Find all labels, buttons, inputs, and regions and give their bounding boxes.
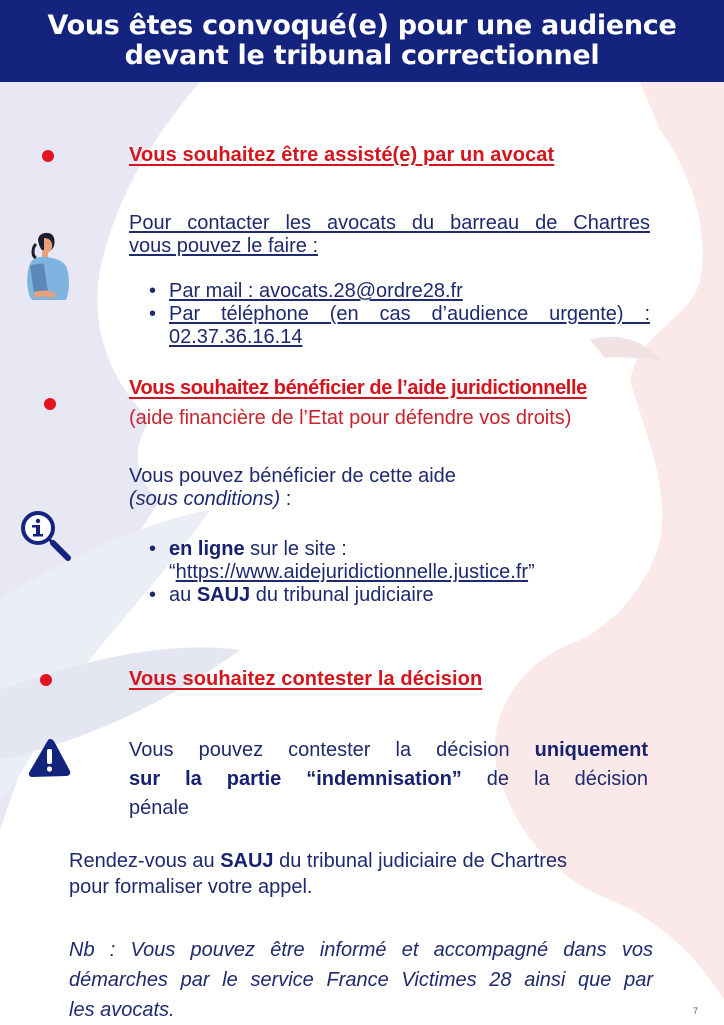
aide-online-text: sur le site :	[244, 538, 347, 560]
nb-line1: Nb : Vous pouvez être informé et accompagné dans vos	[69, 939, 653, 961]
contact-phone-number[interactable]: 02.37.36.16.14	[169, 326, 303, 348]
aide-online-item	[147, 538, 667, 584]
contact-list	[147, 280, 650, 349]
aide-url-link[interactable]: https://www.aidejuridictionnelle.justice.fr	[175, 561, 529, 583]
section-title-aide: Vous souhaitez bénéficier de l’aide juridictionnelle	[129, 377, 587, 399]
section-title-contester: Vous souhaitez contester la décision	[129, 668, 483, 690]
quote-open: “	[169, 561, 176, 583]
rdv-pre: Rendez-vous au	[69, 850, 221, 872]
aide-sauj-item	[147, 584, 667, 607]
quote-close: ”	[528, 561, 535, 583]
section3-line2-bold: sur la partie “indemnisation”	[129, 768, 462, 790]
page-title-line-2: devant le tribunal correctionnel	[124, 40, 600, 71]
section-title-avocat: Vous souhaitez être assisté(e) par un avocat	[129, 144, 555, 166]
section3-line3: pénale	[129, 797, 190, 819]
nb-line2: démarches par le service France Victimes 28 ainsi que par	[69, 969, 653, 991]
contact-phone-label: • Par téléphone (en cas d’audience urgente) :	[169, 303, 650, 325]
page-title-line-1: Vous êtes convoqué(e) pour une audience	[47, 10, 677, 41]
aide-sauj-pre: au	[169, 584, 197, 606]
section2-intro-colon: :	[280, 488, 292, 510]
nb-line3: les avocats.	[69, 999, 175, 1021]
section3-line1-bold: uniquement	[534, 739, 648, 761]
section2-intro-conditions: (sous conditions)	[129, 488, 281, 510]
bullet-dot	[40, 674, 52, 686]
nb-paragraph	[69, 935, 653, 1025]
contact-phone-item	[147, 303, 650, 349]
rdv-bold: SAUJ	[220, 850, 274, 872]
info-magnifier-icon	[18, 510, 74, 564]
section1-intro-line1: Pour contacter les avocats du barreau de Chartres	[129, 212, 650, 234]
page-header	[0, 0, 724, 82]
bullet-dot	[44, 398, 56, 410]
section3-paragraph	[129, 736, 648, 823]
aide-sauj-bold: SAUJ	[196, 584, 251, 606]
section1-intro-line2: vous pouvez le faire :	[129, 235, 318, 257]
page-number: 7	[692, 1006, 698, 1016]
section2-intro-line1: Vous pouvez bénéficier de cette aide	[129, 465, 456, 487]
section3-line2-text: de la décision	[461, 768, 648, 790]
aide-sauj-rest: du tribunal judiciaire	[250, 584, 434, 606]
warning-icon	[28, 737, 72, 779]
section2-subtitle: (aide financière de l’Etat pour défendre vos droits)	[129, 407, 572, 429]
contact-mail-item	[147, 280, 650, 303]
aide-online-bold: en ligne	[169, 538, 245, 560]
aide-list	[147, 538, 667, 607]
rdv-rest: du tribunal judiciaire de Chartres	[273, 850, 568, 872]
rdv-paragraph	[69, 848, 653, 900]
rdv-line2: pour formaliser votre appel.	[69, 876, 313, 898]
section3-line1-text: Vous pouvez contester la décision	[129, 739, 535, 761]
bullet-dot	[42, 150, 54, 162]
lawyer-woman-icon	[22, 230, 78, 306]
contact-mail-link[interactable]: Par mail : avocats.28@ordre28.fr	[169, 280, 463, 302]
